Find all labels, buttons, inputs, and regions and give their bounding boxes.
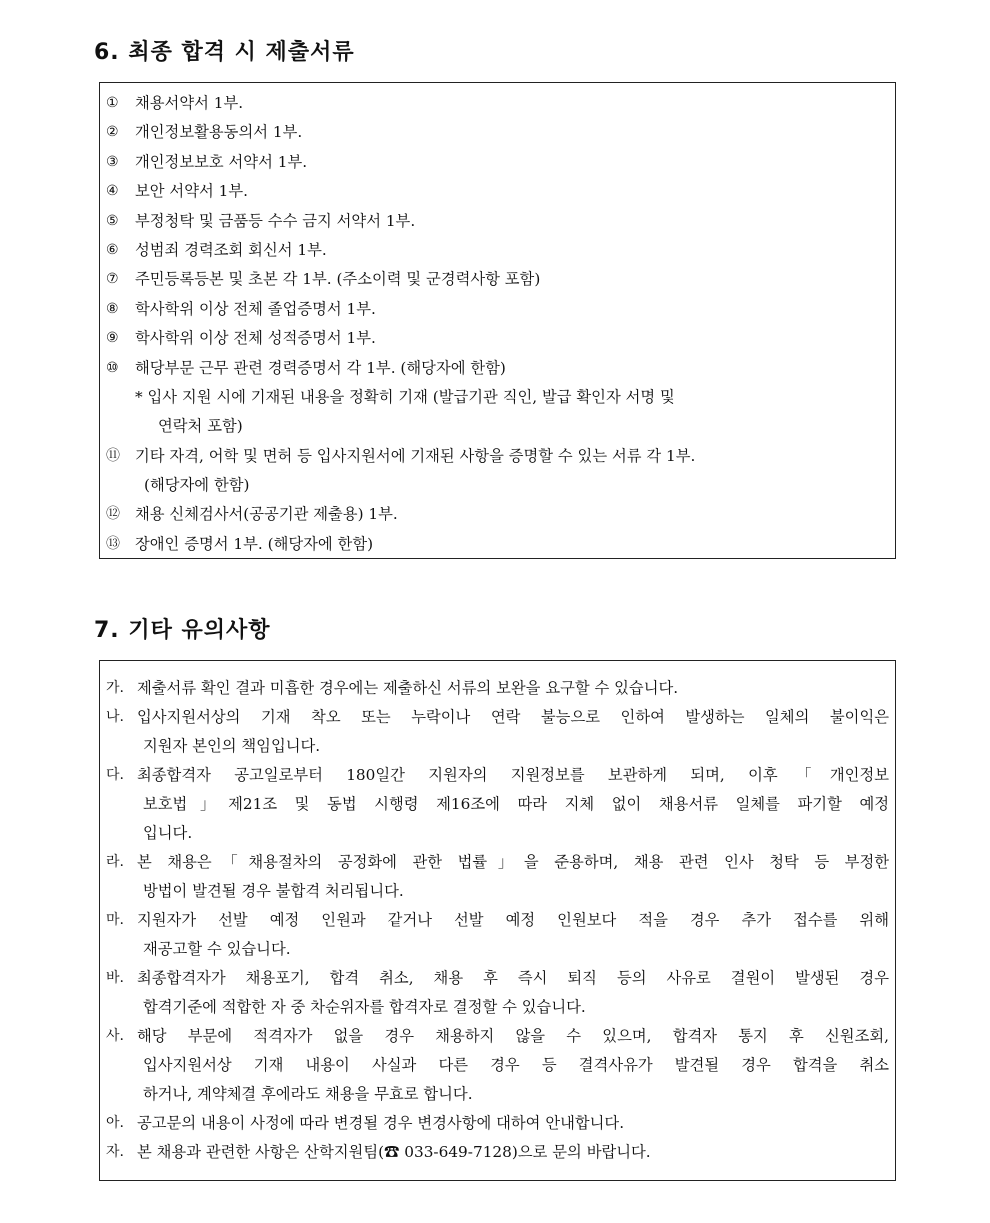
item-text: 기타 자격, 어학 및 면허 등 입사지원서에 기재된 사항을 증명할 수 있는 서류 각 1부.: [135, 446, 696, 465]
list-item: [106, 236, 887, 265]
notice-item-continuation: [106, 935, 889, 964]
item-number: ⑦: [106, 271, 119, 288]
item-text: (해당자에 한함): [144, 476, 250, 495]
item-text: 본 채용과 관련한 사항은 산학지원팀(☎ 033-649-7128)으로 문의 바랍니다.: [137, 1143, 651, 1161]
notice-item: [106, 906, 889, 935]
notice-item: [106, 761, 889, 790]
list-item: [106, 324, 887, 353]
notes-box: [99, 660, 896, 1181]
item-text: 지원자 본인의 책임입니다.: [143, 737, 321, 755]
item-marker: 다.: [106, 767, 124, 783]
note-line: [106, 383, 887, 412]
notice-item: [106, 1138, 889, 1167]
item-number: ⑤: [106, 212, 119, 229]
item-text: 제출서류 확인 결과 미흡한 경우에는 제출하신 서류의 보완을 요구할 수 있습니다.: [137, 679, 679, 697]
notice-item: [106, 1022, 889, 1051]
item-number: ①: [106, 95, 119, 111]
item-text: 최종합격자가 채용포기, 합격 취소, 채용 후 즉시 퇴직 등의 사유로 결원이 발생된 경우: [137, 969, 889, 987]
item-number: ⑫: [106, 506, 120, 523]
item-number: ⑥: [106, 241, 119, 258]
note-line: [106, 412, 887, 441]
item-text: 장애인 증명서 1부. (해당자에 한함): [135, 534, 374, 553]
notice-item-continuation: [106, 790, 889, 819]
item-text: 방법이 발견될 경우 불합격 처리됩니다.: [143, 882, 404, 900]
item-number: ⑩: [106, 359, 119, 376]
list-item: [106, 265, 887, 294]
item-text: 학사학위 이상 전체 졸업증명서 1부.: [135, 299, 376, 318]
item-marker: 바.: [106, 970, 124, 986]
item-text: 입사지원서상의 기재 착오 또는 누락이나 연락 불능으로 인하여 발생하는 일체의 불이익은: [137, 708, 889, 726]
item-marker: 나.: [106, 709, 124, 725]
item-number: ⑪: [106, 447, 120, 464]
item-text: 해당 부문에 적격자가 없을 경우 채용하지 않을 수 있으며, 합격자 통지 후 신원조회,: [137, 1027, 889, 1045]
item-number: ④: [106, 183, 119, 200]
item-text: 부정청탁 및 금품등 수수 금지 서약서 1부.: [135, 211, 416, 230]
item-marker: 자.: [106, 1144, 124, 1160]
notice-item-continuation: [106, 1080, 889, 1109]
list-item-continuation: [106, 471, 887, 500]
note-text: * 입사 지원 시에 기재된 내용을 정확히 기재 (발급기관 직인, 발급 확인자 서명 및: [135, 387, 675, 406]
list-item: [106, 148, 887, 177]
list-item: [106, 89, 887, 118]
notice-item-continuation: [106, 732, 889, 761]
item-text: 개인정보보호 서약서 1부.: [135, 152, 308, 171]
notice-item: [106, 848, 889, 877]
note-text: 연락처 포함): [158, 417, 243, 436]
list-item: [106, 295, 887, 324]
item-text: 해당부문 근무 관련 경력증명서 각 1부. (해당자에 한함): [135, 358, 506, 377]
item-number: ②: [106, 124, 119, 141]
item-text: 지원자가 선발 예정 인원과 같거나 선발 예정 인원보다 적을 경우 추가 접수를 위해: [137, 911, 889, 929]
item-marker: 아.: [106, 1115, 124, 1131]
item-text: 하거나, 계약체결 후에라도 채용을 무효로 합니다.: [143, 1085, 473, 1103]
list-item: [106, 500, 887, 529]
item-text: 개인정보활용동의서 1부.: [135, 123, 303, 142]
item-text: 성범죄 경력조회 회신서 1부.: [135, 240, 327, 259]
item-marker: 가.: [106, 680, 124, 696]
item-text: 채용 신체검사서(공공기관 제출용) 1부.: [135, 505, 398, 524]
item-number: ⑧: [106, 300, 119, 317]
list-item: [106, 354, 887, 383]
list-item: [106, 207, 887, 236]
section-7-title: 7. 기타 유의사항: [94, 618, 271, 643]
item-text: 입사지원서상 기재 내용이 사실과 다른 경우 등 결격사유가 발견될 경우 합격을 취소: [143, 1056, 889, 1074]
notice-item: [106, 1109, 889, 1138]
item-text: 본 채용은「채용절차의 공정화에 관한 법률」을 준용하며, 채용 관련 인사 청탁 등 부정한: [137, 853, 889, 871]
required-documents-box: [99, 82, 896, 559]
item-number: ③: [106, 153, 119, 170]
notice-item: [106, 674, 889, 703]
item-text: 합격기준에 적합한 자 중 차순위자를 합격자로 결정할 수 있습니다.: [143, 998, 586, 1016]
section-6-title: 6. 최종 합격 시 제출서류: [94, 40, 355, 65]
item-text: 보호법」제21조 및 동법 시행령 제16조에 따라 지체 없이 채용서류 일체를 파기할 예정: [143, 795, 889, 813]
item-text: 재공고할 수 있습니다.: [143, 940, 291, 958]
list-item: [106, 118, 887, 147]
item-text: 보안 서약서 1부.: [135, 182, 248, 201]
notice-item-continuation: [106, 993, 889, 1022]
item-marker: 사.: [106, 1028, 124, 1044]
item-text: 채용서약서 1부.: [135, 94, 244, 112]
list-item: [106, 177, 887, 206]
notice-item: [106, 703, 889, 732]
item-marker: 라.: [106, 854, 124, 870]
list-item: [106, 442, 887, 471]
item-text: 공고문의 내용이 사정에 따라 변경될 경우 변경사항에 대하여 안내합니다.: [137, 1114, 625, 1132]
notice-item: [106, 964, 889, 993]
notice-item-continuation: [106, 819, 889, 848]
item-text: 주민등록등본 및 초본 각 1부. (주소이력 및 군경력사항 포함): [135, 270, 541, 289]
item-number: ⑬: [106, 535, 120, 552]
item-text: 입니다.: [143, 824, 193, 842]
item-text: 최종합격자 공고일로부터 180일간 지원자의 지원정보를 보관하게 되며, 이후「개인정보: [137, 766, 889, 784]
notice-item-continuation: [106, 1051, 889, 1080]
item-number: ⑨: [106, 330, 119, 347]
list-item: [106, 530, 887, 559]
notice-item-continuation: [106, 877, 889, 906]
item-text: 학사학위 이상 전체 성적증명서 1부.: [135, 329, 376, 348]
item-marker: 마.: [106, 912, 124, 928]
